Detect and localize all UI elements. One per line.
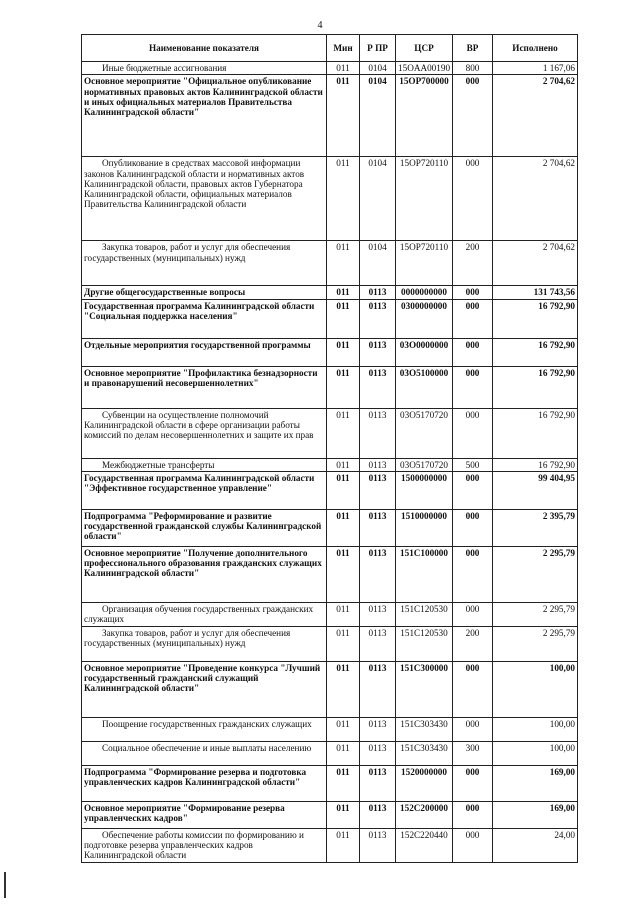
row-target-article-cell: 152C200000: [396, 801, 453, 828]
row-ministry-cell: 011: [327, 741, 360, 765]
row-section-cell: 0113: [360, 801, 396, 828]
row-target-article-cell: 151C120530: [396, 602, 453, 626]
row-expense-type-cell: 000: [453, 75, 493, 157]
row-ministry-cell: 011: [327, 661, 360, 717]
row-expense-type-cell: 000: [453, 546, 493, 602]
header-ministry: Мин: [327, 35, 360, 62]
row-section-cell: 0113: [360, 626, 396, 661]
row-name-cell: Поощрение государственных гражданских служащих: [82, 717, 327, 741]
row-ministry-cell: 011: [327, 828, 360, 862]
row-section-cell: 0113: [360, 765, 396, 801]
row-name-cell: Подпрограмма "Формирование резерва и подготовка управленческих кадров Калининградской области": [82, 765, 327, 801]
row-section-cell: 0113: [360, 366, 396, 408]
row-name-cell: Отдельные мероприятия государственной программы: [82, 338, 327, 366]
row-target-article-cell: 15OP700000: [396, 75, 453, 157]
row-section-cell: 0113: [360, 408, 396, 458]
row-expense-type-cell: 000: [453, 801, 493, 828]
row-name-cell: Другие общегосударственные вопросы: [82, 286, 327, 299]
row-target-article-cell: 15OAA00190: [396, 62, 453, 75]
row-ministry-cell: 011: [327, 801, 360, 828]
row-executed-cell: 131 743,56: [493, 286, 578, 299]
row-executed-cell: 16 792,90: [493, 458, 578, 471]
row-expense-type-cell: 000: [453, 765, 493, 801]
page-edge-mark: [4, 872, 6, 898]
row-section-cell: 0104: [360, 62, 396, 75]
row-expense-type-cell: 000: [453, 366, 493, 408]
table-row: [82, 546, 578, 602]
row-target-article-cell: 151C300000: [396, 661, 453, 717]
row-section-cell: 0113: [360, 458, 396, 471]
row-expense-type-cell: 000: [453, 408, 493, 458]
row-executed-cell: 1 167,06: [493, 62, 578, 75]
row-executed-cell: 2 295,79: [493, 626, 578, 661]
row-expense-type-cell: 500: [453, 458, 493, 471]
row-name-cell: Государственная программа Калининградской области "Эффективное государственное управление": [82, 471, 327, 509]
row-target-article-cell: 03O0000000: [396, 338, 453, 366]
row-ministry-cell: 011: [327, 765, 360, 801]
row-target-article-cell: 03O5100000: [396, 366, 453, 408]
row-section-cell: 0113: [360, 546, 396, 602]
table-row: [82, 717, 578, 741]
row-executed-cell: 2 295,79: [493, 546, 578, 602]
row-name-cell: Опубликование в средствах массовой информации законов Калининградской области и нормативных актов Калининградской области, правовых актов Губернатора Калининградской области, официальных материалов Правительства Калининградской области: [82, 157, 327, 241]
table-body: [82, 62, 578, 863]
row-expense-type-cell: 000: [453, 602, 493, 626]
table-row: [82, 801, 578, 828]
row-ministry-cell: 011: [327, 509, 360, 546]
row-expense-type-cell: 000: [453, 338, 493, 366]
row-ministry-cell: 011: [327, 62, 360, 75]
row-name-cell: Подпрограмма "Реформирование и развитие государственной гражданской службы Калининградской области": [82, 509, 327, 546]
row-target-article-cell: 1520000000: [396, 765, 453, 801]
row-name-cell: Социальное обеспечение и иные выплаты населению: [82, 741, 327, 765]
row-name-cell: Обеспечение работы комиссии по формированию и подготовке резерва управленческих кадров Калининградской области: [82, 828, 327, 862]
row-section-cell: 0104: [360, 157, 396, 241]
row-executed-cell: 24,00: [493, 828, 578, 862]
row-section-cell: 0113: [360, 471, 396, 509]
table-row: [82, 286, 578, 299]
table-row: [82, 626, 578, 661]
row-section-cell: 0113: [360, 828, 396, 862]
row-ministry-cell: 011: [327, 299, 360, 338]
table-row: [82, 366, 578, 408]
row-ministry-cell: 011: [327, 366, 360, 408]
row-section-cell: 0113: [360, 299, 396, 338]
row-name-cell: Закупка товаров, работ и услуг для обеспечения государственных (муниципальных) нужд: [82, 626, 327, 661]
table-row: [82, 509, 578, 546]
row-expense-type-cell: 800: [453, 62, 493, 75]
row-target-article-cell: 03O5170720: [396, 408, 453, 458]
table-row: [82, 408, 578, 458]
row-section-cell: 0113: [360, 741, 396, 765]
row-ministry-cell: 011: [327, 458, 360, 471]
row-executed-cell: 16 792,90: [493, 408, 578, 458]
row-expense-type-cell: 200: [453, 241, 493, 286]
row-target-article-cell: 0300000000: [396, 299, 453, 338]
row-target-article-cell: 03O5170720: [396, 458, 453, 471]
row-section-cell: 0113: [360, 286, 396, 299]
table-header: [82, 35, 578, 62]
row-ministry-cell: 011: [327, 408, 360, 458]
table-row: [82, 338, 578, 366]
page-number: 4: [317, 20, 323, 31]
row-target-article-cell: 151C303430: [396, 717, 453, 741]
row-name-cell: Основное мероприятие "Профилактика безнадзорности и правонарушений несовершеннолетних": [82, 366, 327, 408]
row-executed-cell: 2 395,79: [493, 509, 578, 546]
row-expense-type-cell: 000: [453, 286, 493, 299]
table-row: [82, 458, 578, 471]
header-section: Р ПР: [360, 35, 396, 62]
row-target-article-cell: 151C120530: [396, 626, 453, 661]
header-target-article: ЦСР: [396, 35, 453, 62]
row-ministry-cell: 011: [327, 471, 360, 509]
row-executed-cell: 2 704,62: [493, 75, 578, 157]
row-executed-cell: 2 704,62: [493, 157, 578, 241]
row-expense-type-cell: 000: [453, 509, 493, 546]
row-expense-type-cell: 000: [453, 717, 493, 741]
row-expense-type-cell: 300: [453, 741, 493, 765]
row-target-article-cell: 1500000000: [396, 471, 453, 509]
row-name-cell: Основное мероприятие "Официальное опубликование нормативных правовых актов Калининградской области и иных официальных материалов Правительства Калининградской области": [82, 75, 327, 157]
row-ministry-cell: 011: [327, 602, 360, 626]
table-row: [82, 62, 578, 75]
row-target-article-cell: 151C303430: [396, 741, 453, 765]
table-row: [82, 241, 578, 286]
row-name-cell: Государственная программа Калининградской области "Социальная поддержка населения": [82, 299, 327, 338]
row-name-cell: Основное мероприятие "Формирование резерва управленческих кадров": [82, 801, 327, 828]
row-name-cell: Иные бюджетные ассигнования: [82, 62, 327, 75]
row-section-cell: 0113: [360, 602, 396, 626]
row-ministry-cell: 011: [327, 626, 360, 661]
row-target-article-cell: 151C100000: [396, 546, 453, 602]
row-expense-type-cell: 000: [453, 661, 493, 717]
header-executed: Исполнено: [493, 35, 578, 62]
row-executed-cell: 16 792,90: [493, 299, 578, 338]
row-expense-type-cell: 000: [453, 828, 493, 862]
row-target-article-cell: 152C220440: [396, 828, 453, 862]
row-executed-cell: 2 295,79: [493, 602, 578, 626]
row-executed-cell: 100,00: [493, 741, 578, 765]
row-ministry-cell: 011: [327, 241, 360, 286]
row-section-cell: 0113: [360, 661, 396, 717]
row-name-cell: Основное мероприятие "Проведение конкурса "Лучший государственный гражданский служащий Калининградской области": [82, 661, 327, 717]
row-ministry-cell: 011: [327, 338, 360, 366]
row-executed-cell: 169,00: [493, 765, 578, 801]
row-executed-cell: 16 792,90: [493, 338, 578, 366]
row-target-article-cell: 15OP720110: [396, 157, 453, 241]
row-expense-type-cell: 200: [453, 626, 493, 661]
table-row: [82, 471, 578, 509]
row-name-cell: Организация обучения государственных гражданских служащих: [82, 602, 327, 626]
row-expense-type-cell: 000: [453, 471, 493, 509]
row-target-article-cell: 0000000000: [396, 286, 453, 299]
row-ministry-cell: 011: [327, 717, 360, 741]
table-row: [82, 765, 578, 801]
row-name-cell: Субвенции на осуществление полномочий Калининградской области в сфере организации работы комиссий по делам несовершеннолетних и защите их прав: [82, 408, 327, 458]
row-section-cell: 0104: [360, 75, 396, 157]
table-row: [82, 75, 578, 157]
row-name-cell: Закупка товаров, работ и услуг для обеспечения государственных (муниципальных) нужд: [82, 241, 327, 286]
row-section-cell: 0113: [360, 338, 396, 366]
row-executed-cell: 2 704,62: [493, 241, 578, 286]
row-executed-cell: 100,00: [493, 717, 578, 741]
table-row: [82, 157, 578, 241]
row-ministry-cell: 011: [327, 157, 360, 241]
row-ministry-cell: 011: [327, 286, 360, 299]
row-expense-type-cell: 000: [453, 299, 493, 338]
row-section-cell: 0113: [360, 509, 396, 546]
row-executed-cell: 169,00: [493, 801, 578, 828]
table-row: [82, 602, 578, 626]
row-target-article-cell: 15OP720110: [396, 241, 453, 286]
table-row: [82, 741, 578, 765]
row-target-article-cell: 1510000000: [396, 509, 453, 546]
header-indicator-name: Наименование показателя: [82, 35, 327, 62]
row-executed-cell: 100,00: [493, 661, 578, 717]
row-name-cell: Основное мероприятие "Получение дополнительного профессионального образования гражданских служащих Калининградской области": [82, 546, 327, 602]
header-expense-type: ВР: [453, 35, 493, 62]
table-row: [82, 299, 578, 338]
row-executed-cell: 16 792,90: [493, 366, 578, 408]
row-ministry-cell: 011: [327, 75, 360, 157]
row-executed-cell: 99 404,95: [493, 471, 578, 509]
budget-execution-table: [81, 34, 578, 863]
row-name-cell: Межбюджетные трансферты: [82, 458, 327, 471]
table-row: [82, 828, 578, 862]
row-expense-type-cell: 000: [453, 157, 493, 241]
row-section-cell: 0113: [360, 717, 396, 741]
row-ministry-cell: 011: [327, 546, 360, 602]
table-row: [82, 661, 578, 717]
row-section-cell: 0104: [360, 241, 396, 286]
